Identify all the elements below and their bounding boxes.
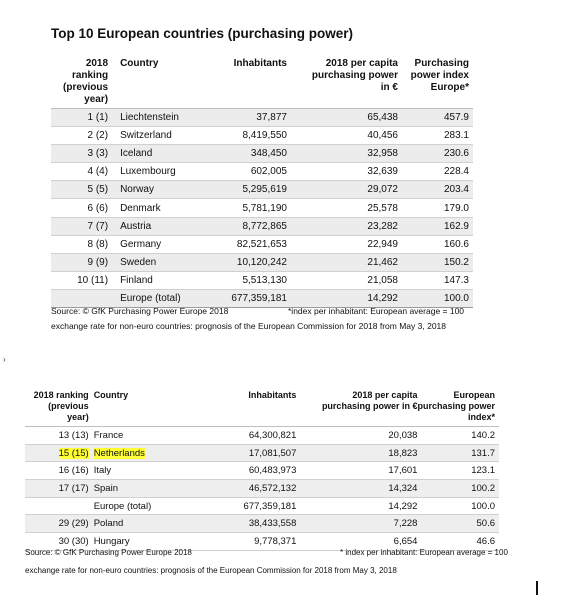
page-title: Top 10 European countries (purchasing power): [51, 26, 354, 41]
cell-index: 46.6: [476, 535, 495, 547]
cell-country: Finland: [120, 274, 153, 286]
cell-inhabitants: 602,005: [250, 166, 287, 178]
cell-rank: 6 (6): [87, 202, 109, 214]
table2-index-note: * index per inhabitant: European average = 100: [340, 548, 508, 557]
cell-index: 160.6: [443, 238, 469, 250]
cell-country: Sweden: [120, 256, 157, 268]
cell-per-capita: 40,456: [367, 130, 398, 142]
cell-rank: 29 (29): [58, 518, 89, 530]
cell-inhabitants: 677,359,181: [231, 292, 287, 304]
cell-index: 230.6: [443, 148, 469, 160]
table-row: [25, 480, 499, 498]
cell-per-capita: 21,462: [367, 256, 398, 268]
header-index: European purchasing power index*: [417, 390, 495, 422]
cell-inhabitants: 60,483,973: [248, 465, 297, 477]
cell-per-capita: 21,058: [367, 274, 398, 286]
cell-per-capita: 29,072: [367, 184, 398, 196]
cell-index: 147.3: [443, 274, 469, 286]
header-ranking: 2018 ranking (previous year): [63, 58, 109, 105]
cell-inhabitants: 677,359,181: [243, 500, 297, 512]
highlight-rank: 15 (15): [58, 447, 89, 459]
cell-per-capita: 32,958: [367, 148, 398, 160]
stray-mark: ›: [3, 355, 6, 364]
cell-per-capita: 23,282: [367, 220, 398, 232]
cell-inhabitants: 5,513,130: [242, 274, 287, 286]
cell-rank: 10 (11): [77, 274, 109, 286]
cell-inhabitants: 17,081,507: [248, 447, 297, 459]
table1-exchange-note: exchange rate for non-euro countries: prognosis of the European Commission for 2018 from May 3, 2018: [51, 321, 446, 331]
table-row: [51, 109, 473, 127]
cell-rank: 17 (17): [58, 482, 89, 494]
cell-country: Europe (total): [93, 500, 152, 512]
table-row: [51, 289, 473, 307]
cell-rank: 1 (1): [87, 112, 109, 124]
header-country: Country: [120, 58, 159, 69]
cell-index: 100.0: [443, 292, 469, 304]
cell-index: 131.7: [471, 447, 495, 459]
cell-rank: 5 (5): [87, 184, 109, 196]
table-row: [25, 427, 499, 445]
cell-per-capita: 32,639: [367, 166, 398, 178]
cell-rank: [25, 444, 89, 462]
header-country: Country: [93, 390, 129, 400]
header-inhabitants: Inhabitants: [233, 58, 287, 69]
cell-country: Poland: [93, 518, 124, 530]
table-row: [51, 217, 473, 235]
cell-index: 123.1: [471, 465, 495, 477]
cell-country: Liechtenstein: [120, 112, 179, 124]
table-row: [51, 181, 473, 199]
table-row: [51, 253, 473, 271]
cell-rank: 4 (4): [87, 166, 109, 178]
cell-per-capita: 25,578: [367, 202, 398, 214]
cell-country: Hungary: [93, 535, 130, 547]
cell-index: 457.9: [443, 112, 469, 124]
cell-country: Spain: [93, 482, 118, 494]
cell-inhabitants: 10,120,242: [236, 256, 287, 268]
cell-country: [89, 444, 193, 462]
cell-per-capita: 14,324: [388, 482, 418, 494]
cell-country: Norway: [120, 184, 154, 196]
cell-country: France: [93, 429, 124, 441]
table1-index-note: *index per inhabitant: European average = 100: [288, 306, 465, 316]
cell-index: 100.2: [471, 482, 495, 494]
table-row: [25, 497, 499, 515]
table-row: [51, 145, 473, 163]
cell-per-capita: 14,292: [367, 292, 398, 304]
cell-inhabitants: 9,778,371: [254, 535, 297, 547]
cell-index: 283.1: [443, 130, 469, 142]
table-row: [25, 444, 499, 462]
cell-rank: 30 (30): [58, 535, 89, 547]
header-per-capita: 2018 per capita purchasing power in €: [311, 58, 398, 93]
cell-rank: [25, 497, 89, 515]
header-index: Purchasing power index Europe*: [410, 58, 469, 93]
cell-inhabitants: 5,781,190: [242, 202, 287, 214]
header-per-capita: 2018 per capita purchasing power in €: [321, 390, 418, 411]
table-row: [51, 163, 473, 181]
cell-rank: 8 (8): [87, 238, 109, 250]
text-cursor: [536, 581, 538, 595]
cell-country: Luxembourg: [120, 166, 176, 178]
cell-country: Denmark: [120, 202, 161, 214]
table2-source: Source: © GfK Purchasing Power Europe 2018: [25, 548, 192, 557]
cell-inhabitants: 46,572,132: [248, 482, 297, 494]
table2-exchange-note: exchange rate for non-euro countries: prognosis of the European Commission for 2018 from May 3, 2018: [25, 566, 397, 575]
cell-inhabitants: 64,300,821: [248, 429, 297, 441]
cell-per-capita: 7,228: [393, 518, 418, 530]
cell-index: 100.0: [471, 500, 495, 512]
cell-inhabitants: 37,877: [256, 112, 287, 124]
cell-rank: 13 (13): [58, 429, 89, 441]
highlight-country: Netherlands: [93, 447, 145, 459]
cell-country: Switzerland: [120, 130, 172, 142]
cell-country: Germany: [120, 238, 162, 250]
cell-per-capita: 18,823: [388, 447, 418, 459]
cell-index: 162.9: [443, 220, 469, 232]
selected-countries-table: [25, 390, 499, 551]
cell-country: Austria: [120, 220, 152, 232]
table-header-row: [51, 58, 473, 109]
cell-rank: 7 (7): [87, 220, 109, 232]
cell-per-capita: 22,949: [367, 238, 398, 250]
cell-index: 50.6: [476, 518, 495, 530]
table1-source: Source: © GfK Purchasing Power Europe 2018: [51, 306, 229, 316]
cell-country: Italy: [93, 465, 112, 477]
cell-inhabitants: 8,419,550: [242, 130, 287, 142]
cell-index: 179.0: [443, 202, 469, 214]
cell-country: Iceland: [120, 148, 153, 160]
cell-rank: 3 (3): [87, 148, 109, 160]
table-row: [51, 127, 473, 145]
cell-per-capita: 20,038: [388, 429, 418, 441]
cell-per-capita: 6,654: [393, 535, 418, 547]
cell-index: 203.4: [443, 184, 469, 196]
table-row: [25, 462, 499, 480]
cell-rank: 16 (16): [58, 465, 89, 477]
cell-inhabitants: 5,295,619: [242, 184, 287, 196]
header-ranking: 2018 ranking (previous year): [33, 390, 89, 422]
cell-inhabitants: 82,521,653: [236, 238, 287, 250]
top10-table: [51, 58, 473, 308]
cell-inhabitants: 8,772,865: [242, 220, 287, 232]
table-header-row: [25, 390, 499, 427]
cell-inhabitants: 348,450: [250, 148, 287, 160]
cell-index: 140.2: [471, 429, 495, 441]
cell-rank: 2 (2): [87, 130, 109, 142]
cell-per-capita: 17,601: [388, 465, 418, 477]
cell-per-capita: 14,292: [388, 500, 418, 512]
cell-per-capita: 65,438: [367, 112, 398, 124]
table-row: [51, 271, 473, 289]
cell-index: 228.4: [443, 166, 469, 178]
header-inhabitants: Inhabitants: [248, 390, 297, 400]
cell-country: Europe (total): [120, 292, 181, 304]
table-row: [51, 199, 473, 217]
cell-index: 150.2: [443, 256, 469, 268]
cell-inhabitants: 38,433,558: [248, 518, 297, 530]
cell-rank: 9 (9): [87, 256, 109, 268]
cell-rank: [51, 289, 108, 307]
table-row: [51, 235, 473, 253]
table-row: [25, 515, 499, 533]
